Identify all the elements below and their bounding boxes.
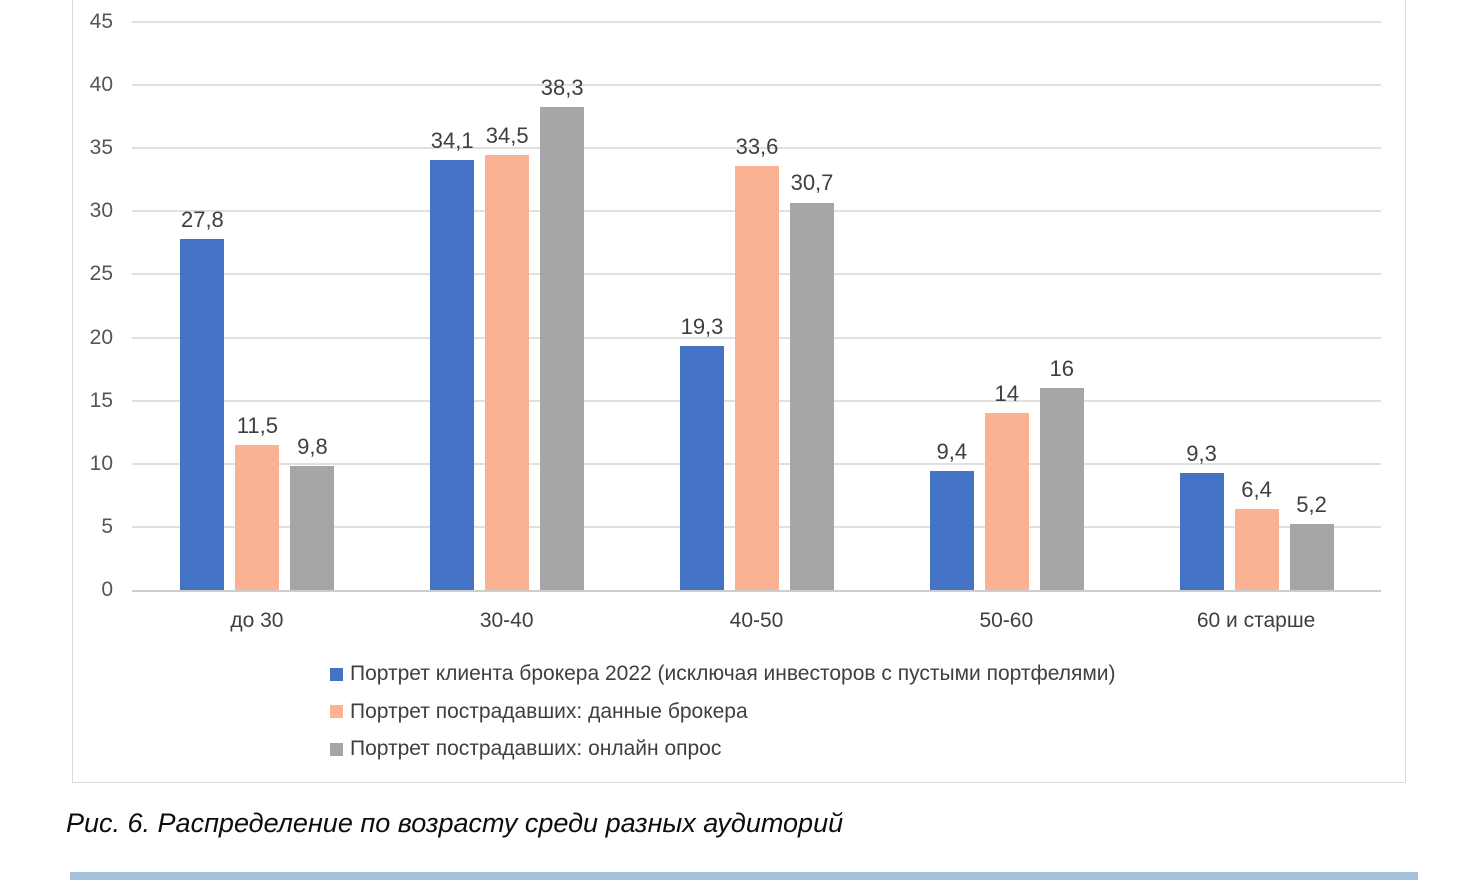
bar-value-label: 34,1 [430, 127, 474, 153]
figure-caption: Рис. 6. Распределение по возрасту среди разных аудиторий [66, 808, 844, 838]
bar-value-label: 19,3 [680, 314, 724, 340]
bar-series3-до 30 [290, 466, 334, 590]
bar-series1-40-50 [680, 346, 724, 590]
bar-value-label: 30,7 [790, 170, 834, 196]
plot-area [132, 22, 1381, 592]
y-tick-label-30: 30 [89, 199, 113, 223]
bar-value-label: 33,6 [735, 133, 779, 159]
bar-series3-60 и старше [1290, 524, 1334, 590]
bar-value-label: 27,8 [180, 207, 224, 233]
bar-series2-40-50 [735, 166, 779, 590]
bar-series2-50-60 [985, 413, 1029, 590]
legend-item-label: Портрет клиента брокера 2022 (исключая инвесторов с пустыми портфелями) [350, 662, 1116, 685]
bar-value-label: 6,4 [1241, 477, 1272, 503]
y-tick-label-10: 10 [89, 451, 113, 475]
y-tick-label-35: 35 [89, 136, 113, 160]
legend-swatch-icon [330, 668, 343, 681]
bar-value-label: 38,3 [540, 74, 584, 100]
bar-series2-60 и старше [1235, 509, 1279, 590]
gridline-45 [132, 21, 1381, 23]
bar-series3-40-50 [790, 203, 834, 591]
y-tick-label-25: 25 [89, 262, 113, 286]
y-tick-label-15: 15 [89, 388, 113, 412]
legend-item-label: Портрет пострадавших: данные брокера [350, 699, 748, 723]
legend-item-2 [330, 698, 748, 726]
bottom-divider [70, 872, 1418, 880]
bar-series2-30-40 [485, 155, 529, 590]
x-category-label: 40-50 [729, 609, 784, 632]
bar-series1-50-60 [930, 471, 974, 590]
y-tick-label-45: 45 [89, 10, 113, 33]
y-tick-label-40: 40 [89, 73, 113, 97]
y-tick-label-5: 5 [101, 514, 113, 538]
gridline-40 [132, 84, 1381, 86]
legend-item-label: Портрет пострадавших: онлайн опрос [350, 737, 722, 760]
bar-series2-до 30 [235, 445, 279, 590]
bar-series1-30-40 [430, 160, 474, 590]
bar-value-label: 9,4 [936, 439, 968, 465]
x-category-label: до 30 [230, 609, 284, 632]
x-category-label: 50-60 [979, 609, 1034, 632]
bar-series3-30-40 [540, 107, 584, 590]
legend-swatch-icon [330, 743, 343, 756]
bar-value-label: 16 [1049, 356, 1075, 382]
bar-value-label: 11,5 [236, 412, 278, 438]
x-category-label: 30-40 [479, 609, 534, 632]
y-tick-label-20: 20 [89, 325, 113, 349]
bar-value-label: 9,8 [297, 434, 328, 460]
legend-swatch-icon [330, 705, 343, 718]
y-tick-label-0: 0 [101, 578, 113, 601]
bar-value-label: 14 [994, 381, 1020, 407]
x-category-label: 60 и старше [1196, 609, 1316, 632]
bar-value-label: 5,2 [1296, 492, 1327, 518]
legend-item-3 [330, 735, 721, 763]
bar-series3-50-60 [1040, 388, 1084, 590]
bar-value-label: 9,3 [1186, 440, 1217, 466]
bar-value-label: 34,5 [485, 122, 529, 148]
legend-item-1 [330, 660, 1116, 688]
